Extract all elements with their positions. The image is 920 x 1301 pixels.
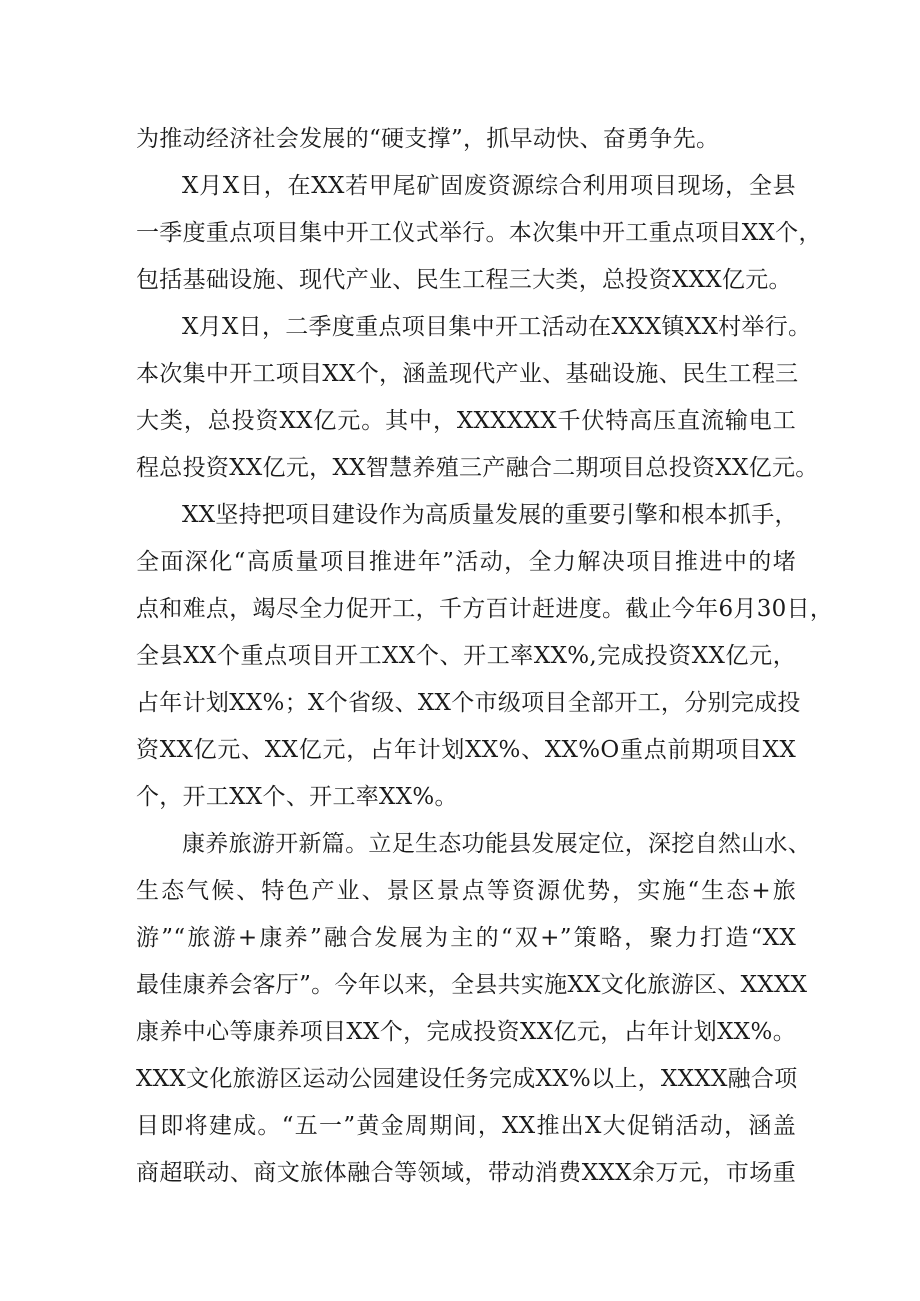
text-line: 最佳康养会客厅”。今年以来，全县共实施XX文化旅游区、XXXX [136, 972, 808, 998]
paragraph [136, 821, 812, 1197]
text-line: 一季度重点项目集中开工仪式举行。本次集中开工重点项目XX个， [136, 220, 822, 246]
text-line: 点和难点，竭尽全力促开工，千方百计赶进度。截止今年6月30日， [136, 596, 834, 622]
text-line: X月X日，在XX若甲尾矿固废资源综合利用项目现场，全县 [182, 173, 796, 199]
paragraph [136, 304, 819, 492]
text-line: 包括基础设施、现代产业、民生工程三大类，总投资XXX亿元。 [136, 267, 792, 293]
text-line: 游”“旅游+康养”融合发展为主的“双+”策略，聚力打造“XX [136, 925, 796, 951]
text-line: 目即将建成。“五一”黄金周期间，XX推出X大促销活动，涵盖 [136, 1113, 796, 1139]
text-line: 为推动经济社会发展的“硬支撑”，抓早动快、奋勇争先。 [136, 126, 720, 152]
text-line: 程总投资XX亿元，XX智慧养殖三产融合二期项目总投资XX亿元。 [136, 455, 819, 481]
text-line: 全县XX个重点项目开工XX个、开工率XX%,完成投资XX亿元， [136, 643, 796, 669]
paragraph [136, 116, 796, 163]
text-line: 康养旅游开新篇。立足生态功能县发展定位，深挖自然山水、 [182, 831, 812, 857]
text-line: 占年计划XX%；X个省级、XX个市级项目全部开工，分别完成投 [136, 690, 801, 716]
text-line: 资XX亿元、XX亿元，占年计划XX%、XX%O重点前期项目XX [136, 737, 796, 763]
text-line: 生态气候、特色产业、景区景点等资源优势，实施“生态+旅 [136, 878, 796, 904]
document-body [136, 116, 834, 1197]
text-line: 康养中心等康养项目XX个，完成投资XX亿元，占年计划XX%。 [136, 1019, 796, 1045]
text-line: 全面深化“高质量项目推进年”活动，全力解决项目推进中的堵 [136, 549, 796, 575]
text-line: 本次集中开工项目XX个，涵盖现代产业、基础设施、民生工程三 [136, 361, 799, 387]
paragraph [136, 163, 822, 304]
paragraph [136, 492, 834, 821]
text-line: X月X日，二季度重点项目集中开工活动在XXX镇XX村举行。 [182, 314, 812, 340]
text-line: 商超联动、商文旅体融合等领域，带动消费XXX余万元，市场重 [136, 1160, 796, 1186]
text-line: XXX文化旅游区运动公园建设任务完成XX%以上，XXXX融合项 [136, 1066, 798, 1092]
text-line: 大类，总投资XX亿元。其中，XXXXXX千伏特高压直流输电工 [136, 408, 796, 434]
text-line: 个，开工XX个、开工率XX%。 [136, 784, 458, 810]
text-line: XX坚持把项目建设作为高质量发展的重要引擎和根本抓手， [182, 502, 798, 528]
